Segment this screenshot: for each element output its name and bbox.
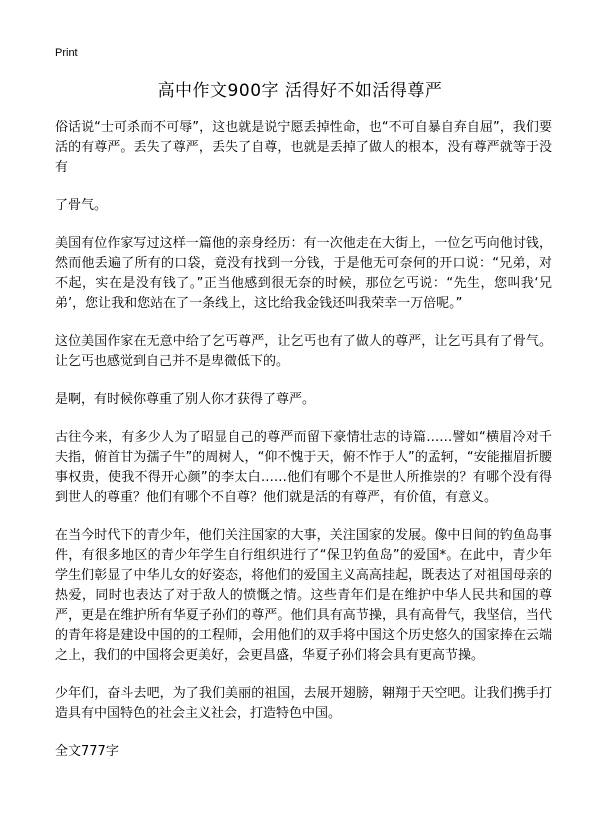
paragraph-7: 在当今时代下的青少年，他们关注国家的大事，关注国家的发展。像中日间的钓鱼岛事件，有很多地区的青少年学生自行组织进行了“保卫钓鱼岛”的爱国*。在此中，青少年学生们彰显了中华儿女的好姿态，将他们的爱国主义高高挂起，既表达了对祖国母亲的热爱，同时也表达了对于敌人的愤慨之情。这些青年们是在维护中华人民共和国的尊严，更是在维护所有华夏子孙们的尊严。他们具有高节操，具有高骨气，我坚信，当代的青年将是建设中国的的工程师，会用他们的双手将中国这个历史悠久的国家捧在云端之上，我们的中国将会更美好，会更昌盛，华夏子孙们将会具有更高节操。	[55, 528, 552, 663]
document-body	[55, 118, 552, 762]
paragraph-1: 俗话说“士可杀而不可辱”，这也就是说宁愿丢掉性命，也“不可自暴自弃自屈”，我们要活的有尊严。丢失了尊严，丢失了自尊，也就是丢掉了做人的根本，没有尊严就等于没有	[55, 120, 552, 175]
print-label: Print	[55, 47, 78, 59]
paragraph-4: 这位美国作家在无意中给了乞丐尊严，让乞丐也有了做人的尊严，让乞丐具有了骨气。让乞丐也感觉到自己并不是卑微低下的。	[55, 334, 552, 369]
paragraph-6: 古往今来，有多少人为了昭显自己的尊严而留下豪情壮志的诗篇……譬如“横眉冷对千夫指，俯首甘为孺子牛”的周树人，“仰不愧于天，俯不怍于人”的孟轲，“安能摧眉折腰事权贵，使我不得开心颜”的李太白……他们有哪个不是世人所推崇的？有哪个没有得到世人的尊重？他们有哪个不自尊？他们就是活的有尊严，有价值，有意义。	[55, 430, 552, 505]
paragraph-2: 了骨气。	[55, 198, 108, 213]
paragraph-3: 美国有位作家写过这样一篇他的亲身经历：有一次他走在大街上，一位乞丐向他讨钱，然而他丢遍了所有的口袋，竟没有找到一分钱，于是他无可奈何的开口说：“兄弟，对不起，实在是没有钱了。”正当他感到很无奈的时候，那位乞丐说：“先生，您叫我‘兄弟’，您让我和您站在了一条线上，这比给我金钱还叫我荣幸一万倍呢。”	[55, 236, 552, 311]
paragraph-8: 少年们，奋斗去吧，为了我们美丽的祖国，去展开翅膀，翱翔于天空吧。让我们携手打造具有中国特色的社会主义社会，打造特色中国。	[55, 686, 552, 721]
document-title: 高中作文900字 活得好不如活得尊严	[157, 81, 443, 101]
word-count: 全文777字	[55, 744, 119, 759]
paragraph-5: 是啊，有时候你尊重了别人你才获得了尊严。	[55, 392, 316, 407]
